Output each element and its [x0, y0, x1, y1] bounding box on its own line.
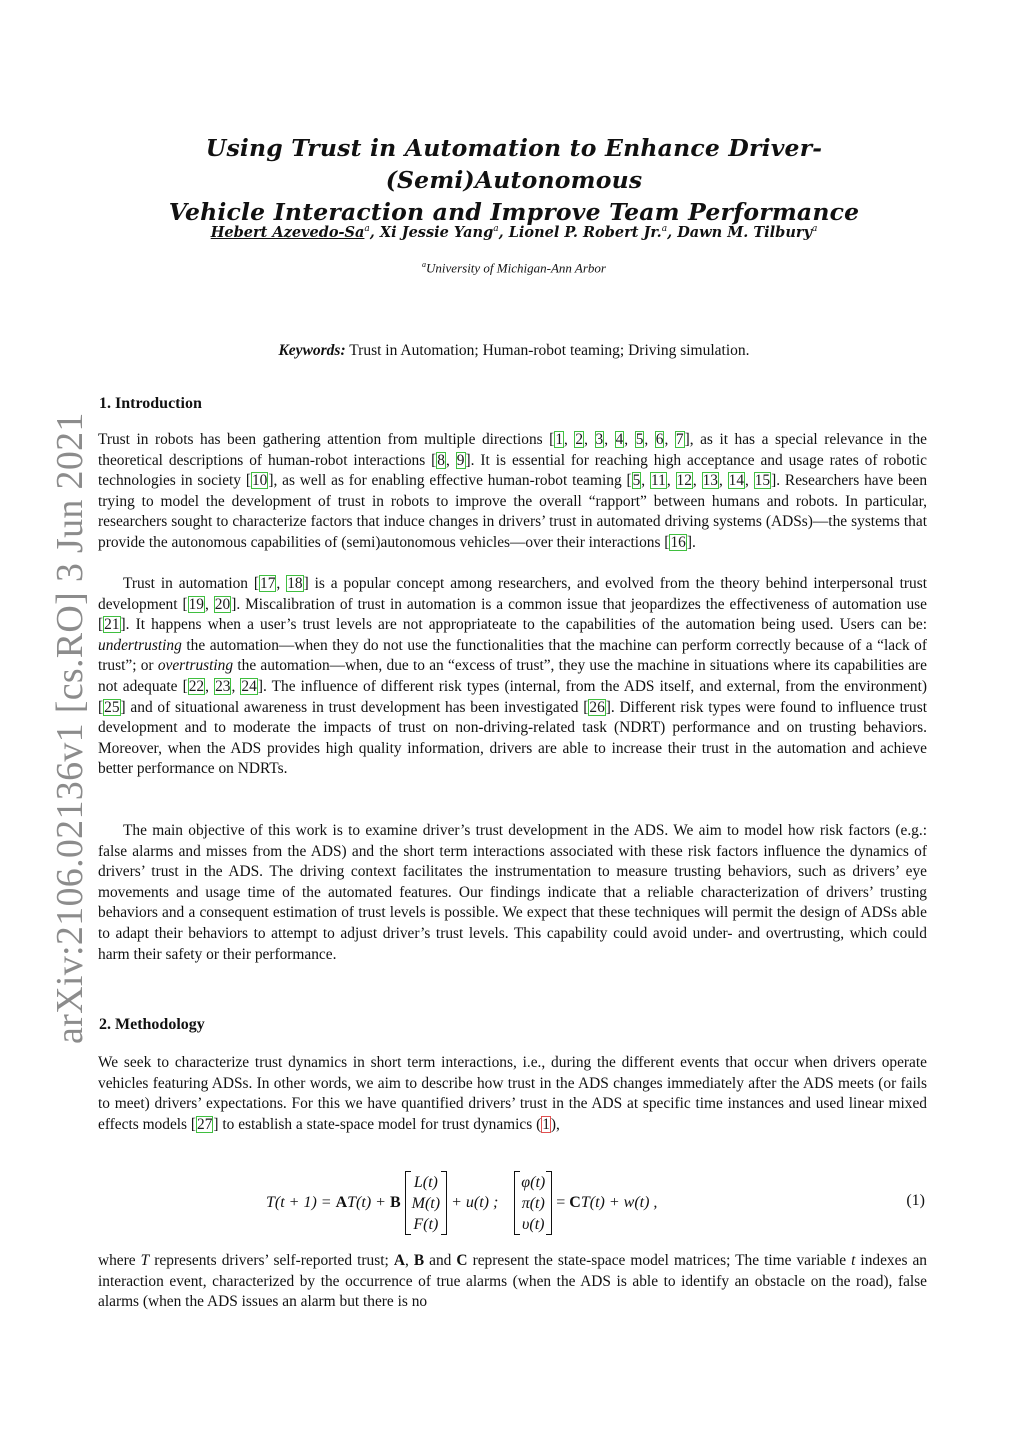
emphasized-text: t	[851, 1252, 856, 1269]
eq-matrix-c: C	[569, 1194, 581, 1211]
title-line-1: Using Trust in Automation to Enhance Driver-(Semi)Autonomous	[205, 134, 823, 194]
citation-link[interactable]: 11	[650, 472, 666, 490]
keywords	[96, 342, 932, 360]
eq-rhs: T(t) + w(t) ,	[580, 1194, 658, 1211]
citation-link[interactable]: 24	[241, 677, 257, 695]
citation-link[interactable]: 22	[188, 677, 205, 695]
citation-link[interactable]: 5	[635, 431, 644, 448]
author-name: Dawn M. Tilbury	[677, 224, 812, 241]
eq-vector-entry: F(t)	[413, 1215, 439, 1233]
citation-link[interactable]: 18	[287, 575, 303, 592]
paper-title	[96, 132, 932, 228]
emphasized-text: T	[140, 1252, 150, 1269]
citation-link[interactable]: 6	[655, 431, 664, 448]
citation-link[interactable]: 19	[188, 595, 204, 613]
author-affil-mark: a	[811, 224, 818, 235]
bold-symbol: A	[393, 1252, 405, 1269]
citation-link[interactable]: 9	[456, 451, 465, 469]
equation-1	[98, 1168, 927, 1238]
emphasized-text: undertrusting	[98, 636, 182, 654]
intro-paragraph-3: The main objective of this work is to examine driver’s trust development in the ADS. We aim to model how risk factors (e.g.: false alarms and misses from the ADS) and the short term interactions associated with these risk factors influence the dynamics of drivers’ trust in the ADS. The driving context facilitates the instrumentation to measure trusting behaviors, such as drivers’ eye movements and usage time of the automated features. Our findings indicate that a reliable characterization of drivers’ trusting behaviors and a consequent estimation of trust levels is possible. We expect that these techniques will permit the design of ADSs able to adapt their behaviors to attempt to adjust driver’s trust levels. This capability could avoid under- and overtrusting, which could harm their safety or their performance.	[98, 822, 927, 963]
keywords-text: Trust in Automation; Human-robot teaming; Driving simulation.	[349, 342, 750, 359]
citation-link[interactable]: 3	[595, 431, 604, 448]
eq-disturbance: + u(t) ;	[451, 1194, 499, 1211]
citation-link[interactable]: 8	[437, 451, 445, 469]
citation-link[interactable]: 16	[670, 533, 686, 551]
author-name: Lionel P. Robert Jr.	[508, 224, 662, 241]
methods-paragraph-2: where T represents drivers’ self-reported trust; A, B and C represent the state-space model matrices; The time variable t indexes an interaction event, characterized by the occurrence of true alarms (when the ADS is able to identify an obstacle on the road), false alarms (when the ADS issues an alarm but there is no	[98, 1252, 928, 1311]
citation-link[interactable]: 20	[214, 595, 231, 613]
eq-matrix-b: B	[389, 1194, 401, 1211]
citation-link[interactable]: 10	[251, 472, 268, 490]
affiliation-mark: a	[422, 260, 427, 269]
affiliation	[96, 260, 932, 276]
affiliation-text: University of Michigan-Ann Arbor	[426, 260, 606, 276]
citation-link[interactable]: 2	[575, 431, 584, 448]
author-name: Xi Jessie Yang	[379, 224, 494, 241]
bold-symbol: C	[456, 1252, 468, 1269]
bold-symbol: B	[413, 1252, 425, 1269]
eq-output-vector	[514, 1171, 552, 1235]
eq-input-vector	[405, 1171, 447, 1235]
equation-number: (1)	[906, 1192, 925, 1209]
citation-link[interactable]: 15	[754, 472, 771, 490]
eq-term-t: T(t) +	[347, 1194, 386, 1211]
citation-link[interactable]: 14	[728, 472, 745, 490]
emphasized-text: overtrusting	[157, 657, 234, 675]
eq-vector-entry: π(t)	[521, 1194, 545, 1212]
citation-link[interactable]: 23	[215, 677, 231, 695]
citation-link[interactable]: 5	[632, 472, 641, 490]
citation-link[interactable]: 27	[197, 1115, 213, 1133]
intro-paragraph-2: Trust in automation [17, 18] is a popular concept among researchers, and evolved from the theory behind interpersonal trust development [19, 20]. Miscalibration of trust in automation is a common issue that jeopardizes the effectiveness of automation use [21]. It happens when a user’s trust levels are not appropriateate to the capabilities of the automation being used. Users can be: undertrusting the automation—when they do not use the functionalities that the machine can perform correctly because of a “lack of trust”; or overtrusting the automation—when, due to an “excess of trust”, they use the machine in situations where its capabilities are not adequate [22, 23, 24]. The influence of different risk types (internal, from the ADS itself, and external, from the environment) [25] and of situational awareness in trust development has been investigated [26]. Different risk types were found to influence trust development and to moderate the impacts of trust on non-driving-related task (NDRT) performance and on trusting behaviors. Moreover, when the ADS provides high quality information, drivers are able to increase their trust in the automation and achieve better performance on NDRTs.	[98, 575, 928, 778]
citation-link[interactable]: 12	[676, 472, 692, 490]
section-heading-introduction: 1. Introduction	[99, 395, 202, 412]
author-list: Hebert Azevedo-Sa$^a$, Xi Jessie Yang$^a$, Lionel P. Robert Jr.$^a$, Dawn M. Tilbury$^a$	[210, 224, 818, 241]
intro-paragraph-1: Trust in robots has been gathering attention from multiple directions [1, 2, 3, 4, 5, 6, 7], as it has a special relevance in the theoretical descriptions of human-robot interactions [8, 9]. It is essential for reaching high acceptance and usage rates of robotic technologies in society [10], as well as for enabling effective human-robot teaming [5, 11, 12, 13, 14, 15]. Researchers have been trying to model the development of trust in robots to improve the overall “rapport” between humans and robots. In particular, researchers sought to characterize factors that induce changes in drivers’ trust in automated driving systems (ADSs)—the systems that provide the autonomous capabilities of (semi)autonomous vehicles—over their interactions [16].	[98, 431, 928, 551]
arxiv-identifier: arXiv:2106.02136v1 [cs.RO] 3 Jun 2021	[49, 412, 91, 1044]
citation-link[interactable]: 25	[104, 698, 120, 716]
citation-link[interactable]: 13	[702, 472, 718, 490]
eq-vector-entry: L(t)	[413, 1173, 438, 1191]
eq-vector-entry: M(t)	[411, 1194, 441, 1212]
citation-link[interactable]: 7	[675, 431, 684, 448]
citation-link[interactable]: 1	[555, 431, 564, 448]
section-heading-methodology: 2. Methodology	[99, 1016, 205, 1033]
equation-body	[266, 1168, 657, 1238]
citation-link[interactable]: 4	[615, 431, 624, 448]
title-line-2: Vehicle Interaction and Improve Team Performance	[168, 198, 860, 226]
equation-reference-link[interactable]: 1	[542, 1115, 550, 1133]
eq-lhs: T(t + 1) =	[266, 1194, 332, 1211]
methods-paragraph-1: We seek to characterize trust dynamics in short term interactions, i.e., during the different events that occur when drivers operate vehicles featuring ADSs. In other words, we aim to describe how trust in the ADS changes immediately after the ADS meets (or fails to meet) drivers’ expectations. For this we have quantified drivers’ trust in the ADS at specific time instances and used linear mixed effects models [27] to establish a state-space model for trust dynamics (1),	[98, 1054, 927, 1133]
author-affil-mark: a	[661, 224, 668, 235]
author-affil-mark: a	[493, 224, 499, 235]
eq-vector-entry: φ(t)	[521, 1173, 546, 1191]
keywords-label: Keywords:	[278, 342, 346, 359]
eq-matrix-a: A	[335, 1194, 348, 1211]
eq-equals: =	[556, 1194, 566, 1211]
author-name: Hebert Azevedo-Sa	[210, 224, 365, 241]
eq-vector-entry: υ(t)	[522, 1215, 545, 1233]
citation-link[interactable]: 26	[589, 698, 605, 716]
citation-link[interactable]: 17	[260, 575, 276, 592]
author-affil-mark: a	[364, 224, 370, 235]
citation-link[interactable]: 21	[104, 616, 120, 634]
